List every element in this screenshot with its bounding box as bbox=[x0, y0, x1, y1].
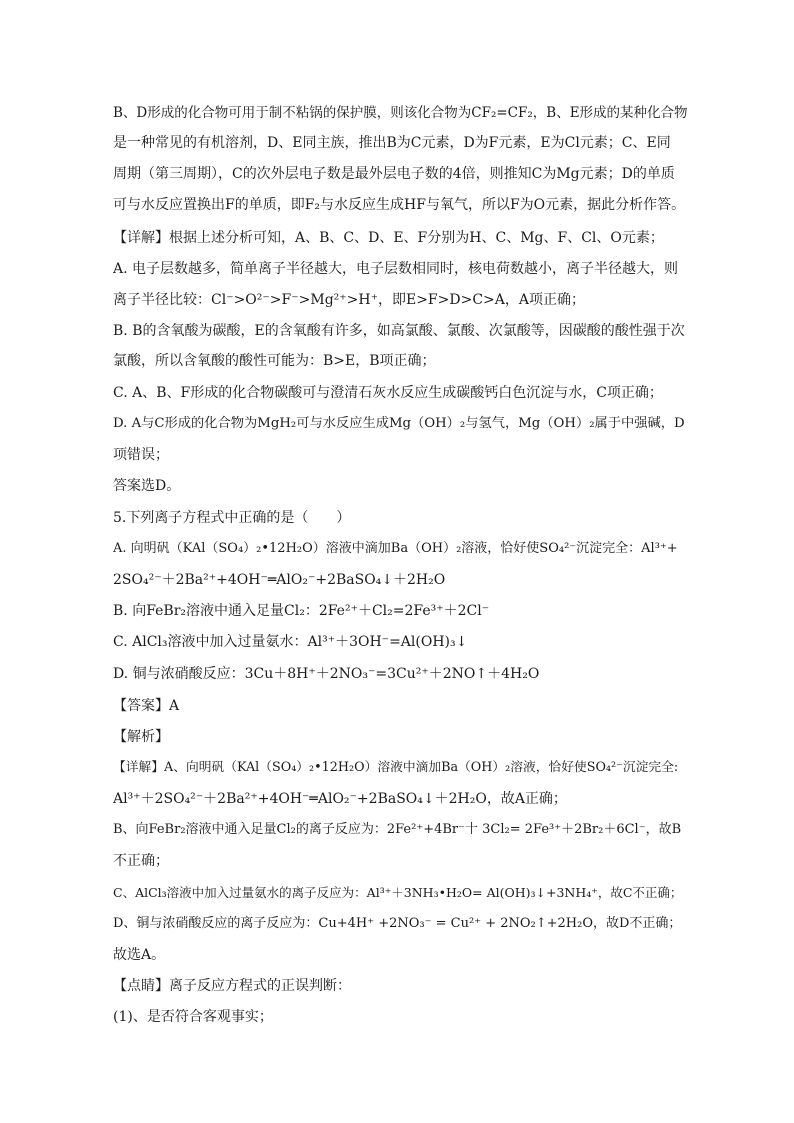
text-line: D、铜与浓硝酸反应的离子反应为：Cu+4H⁺ +2NO₃⁻ = Cu²⁺ + 2NO₂↑+2H₂O，故D不正确； bbox=[113, 916, 682, 931]
option-a-cont: 2SO₄²⁻＋2Ba²⁺+4OH⁻═AlO₂⁻+2BaSO₄↓＋2H₂O bbox=[113, 572, 446, 588]
option-a: A. 向明矾（KAl（SO₄）₂•12H₂O）溶液中滴加Ba（OH）₂溶液，恰好使SO₄²⁻沉淀完全：Al³⁺+ bbox=[113, 541, 678, 556]
text-line: C. A、B、F形成的化合物碳酸可与澄清石灰水反应生成碳酸钙白色沉淀与水，C项正确； bbox=[113, 385, 663, 401]
option-c: C. AlCl₃溶液中加入过量氨水：Al³⁺＋3OH⁻=Al(OH)₃↓ bbox=[113, 634, 468, 650]
text-line: B、向FeBr₂溶液中通入足量Cl₂的离子反应为：2Fe²⁺+4Br⁻十 3Cl₂= 2Fe³⁺＋2Br₂＋6Cl⁻，故B bbox=[113, 822, 682, 837]
analysis-heading: 【解析】 bbox=[113, 729, 169, 745]
text-line: 不正确； bbox=[113, 853, 169, 869]
text-line: A. 电子层数越多，简单离子半径越大，电子层数相同时，核电荷数越小，离子半径越大，则 bbox=[113, 261, 679, 277]
text-line: Al³⁺＋2SO₄²⁻＋2Ba²⁺+4OH⁻═AlO₂⁻+2BaSO₄↓＋2H₂O，故A正确； bbox=[113, 791, 567, 807]
text-line: 可与水反应置换出F的单质，即F₂与水反应生成HF与氧气，所以F为O元素，据此分析作答。 bbox=[113, 197, 686, 213]
text-line: D. A与C形成的化合物为MgH₂可与水反应生成Mg（OH）₂与氢气，Mg（OH）₂属于中强碱，D bbox=[113, 416, 685, 431]
text-line: 【详解】A、向明矾（KAl（SO₄）₂•12H₂O）溶液中滴加Ba（OH）₂溶液，恰好使SO₄²⁻沉淀完全: bbox=[113, 760, 679, 775]
text-line: B. B的含氧酸为碳酸，E的含氧酸有许多，如高氯酸、氯酸、次氯酸等，因碳酸的酸性强于次 bbox=[113, 323, 685, 339]
text-line: 故选A。 bbox=[113, 947, 166, 963]
text-line: B、D形成的化合物可用于制不粘锅的保护膜，则该化合物为CF₂=CF₂，B、E形成的某种化合物 bbox=[113, 105, 688, 121]
text-line: 答案选D。 bbox=[113, 478, 181, 494]
answer-heading: 【答案】A bbox=[113, 698, 180, 714]
text-line: (1)、是否符合客观事实； bbox=[113, 1009, 273, 1025]
text-line: 氯酸，所以含氧酸的酸性可能为：B>E，B项正确； bbox=[113, 353, 436, 369]
text-line: 是一种常见的有机溶剂，D、E同主族，推出B为C元素，D为F元素，E为Cl元素；C、E同 bbox=[113, 135, 671, 151]
question-title: 5.下列离子方程式中正确的是（ ） bbox=[113, 510, 351, 526]
text-line: 周期（第三周期），C的次外层电子数是最外层电子数的4倍，则推知C为Mg元素；D的单质 bbox=[113, 166, 675, 182]
text-line: 离子半径比较：Cl⁻>O²⁻>F⁻>Mg²⁺>H⁺，即E>F>D>C>A，A项正确； bbox=[113, 292, 585, 308]
text-line: 项错误； bbox=[113, 447, 169, 463]
tip-heading: 【点睛】离子反应方程式的正误判断： bbox=[113, 978, 351, 994]
option-d: D. 铜与浓硝酸反应：3Cu＋8H⁺＋2NO₃⁻=3Cu²⁺＋2NO↑＋4H₂O bbox=[113, 666, 540, 682]
text-line: C、AlCl₃溶液中加入过量氨水的离子反应为：Al³⁺＋3NH₃•H₂O= Al(OH)₃↓+3NH₄⁺，故C不正确； bbox=[113, 885, 683, 900]
text-line: 【详解】根据上述分析可知，A、B、C、D、E、F分别为H、C、Mg、F、Cl、O元素； bbox=[113, 230, 664, 246]
option-b: B. 向FeBr₂溶液中通入足量Cl₂：2Fe²⁺＋Cl₂=2Fe³⁺＋2Cl⁻ bbox=[113, 603, 490, 619]
